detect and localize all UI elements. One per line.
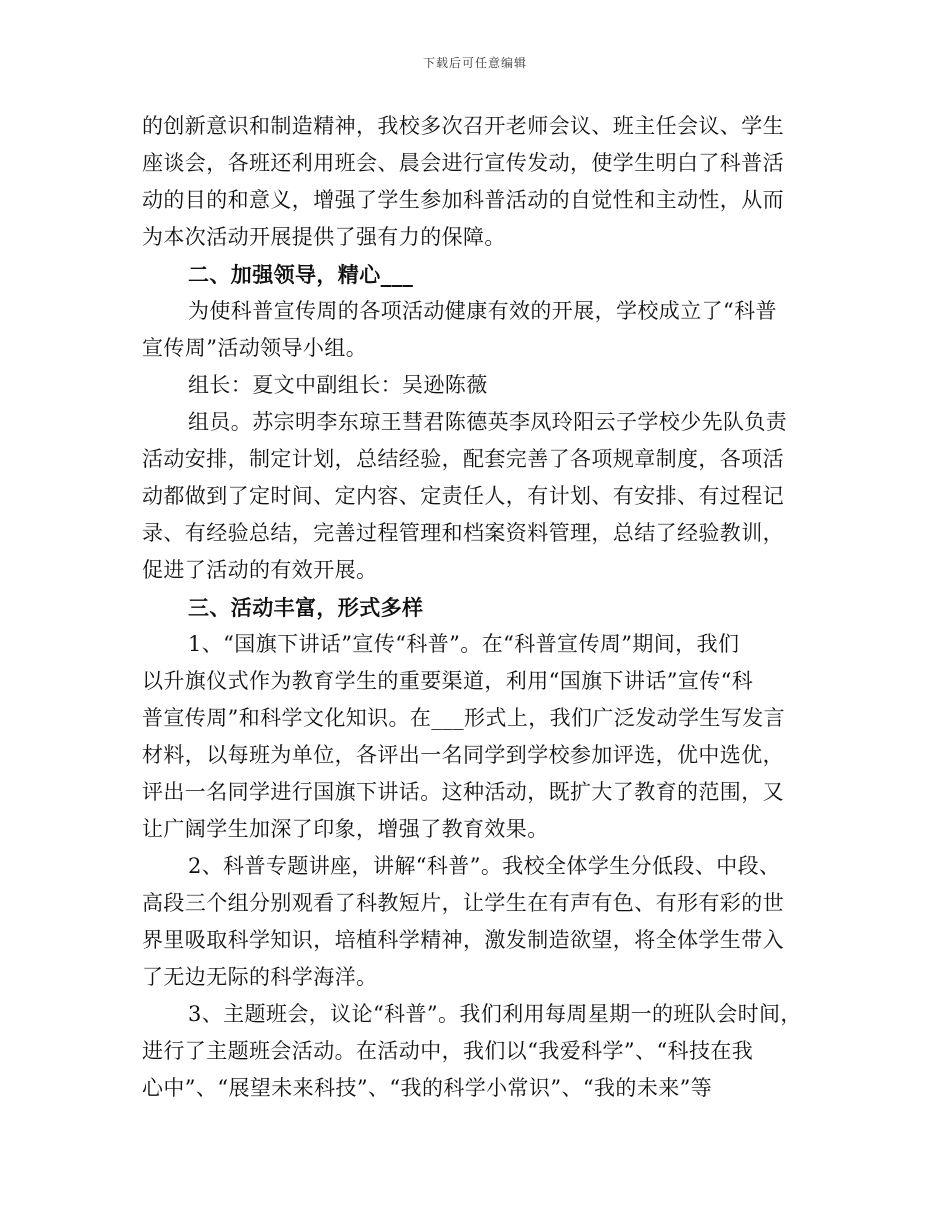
paragraph-line: 1、“国旗下讲话”宣传“科普”。在“科普宣传周”期间，我们 [188,632,740,656]
section-heading: 二、加强领导，精心___ [188,262,414,287]
paragraph-line: 宣传周”活动领导小组。 [142,336,368,360]
paragraph-line: 3、主题班会，议论“科普”。我们利用每周星期一的班队会时间， [188,1002,802,1026]
paragraph-line: 组长：夏文中副组长：吴逊陈薇 [188,373,488,397]
paragraph-line: 为本次活动开展提供了强有力的保障。 [142,225,506,249]
paragraph-line: 了无边无际的科学海洋。 [142,965,378,989]
paragraph-line: 普宣传周”和科学文化知识。在___形式上，我们广泛发动学生写发言 [142,706,786,730]
paragraph-line: 动都做到了定时间、定内容、定责任人，有计划、有安排、有过程记 [142,484,784,508]
paragraph-line: 促进了活动的有效开展。 [142,558,378,582]
paragraph-line: 2、科普专题讲座，讲解“科普”。我校全体学生分低段、中段、 [188,854,781,878]
paragraph-line: 动的目的和意义，增强了学生参加科普活动的自觉性和主动性，从而 [142,188,784,212]
paragraph-line: 界里吸取科学知识，培植科学精神，激发制造欲望，将全体学生带入 [142,928,784,952]
paragraph-line: 高段三个组分别观看了科教短片，让学生在有声有色、有形有彩的世 [142,891,784,915]
paragraph-line: 材料，以每班为单位，各评出一名同学到学校参加评选，优中选优， [142,743,784,767]
paragraph-line: 座谈会，各班还利用班会、晨会进行宣传发动，使学生明白了科普活 [142,151,784,175]
document-body [142,108,814,1107]
paragraph-line: 以升旗仪式作为教育学生的重要渠道，利用“国旗下讲话”宣传“科 [142,669,754,693]
paragraph-line: 活动安排，制定计划，总结经验，配套完善了各项规章制度，各项活 [142,447,784,471]
page-header-note: 下载后可任意编辑 [422,56,527,70]
paragraph-line: 为使科普宣传周的各项活动健康有效的开展，学校成立了“科普 [188,299,777,323]
paragraph-line: 的创新意识和制造精神，我校多次召开老师会议、班主任会议、学生 [142,114,784,138]
paragraph-line: 让广阔学生加深了印象，增强了教育效果。 [142,817,549,841]
paragraph-line: 评出一名同学进行国旗下讲话。这种活动，既扩大了教育的范围，又 [142,780,784,804]
paragraph-line: 心中”、“展望未来科技”、“我的科学小常识”、“我的未来”等 [142,1076,713,1100]
paragraph-line: 组员。苏宗明李东琼王彗君陈德英李凤玲阳云子学校少先队负责 [188,410,788,434]
section-heading: 三、活动丰富，形式多样 [188,595,424,620]
paragraph-line: 进行了主题班会活动。在活动中，我们以“我爱科学”、“科技在我 [142,1039,754,1063]
paragraph-line: 录、有经验总结，完善过程管理和档案资料管理，总结了经验教训， [142,521,784,545]
